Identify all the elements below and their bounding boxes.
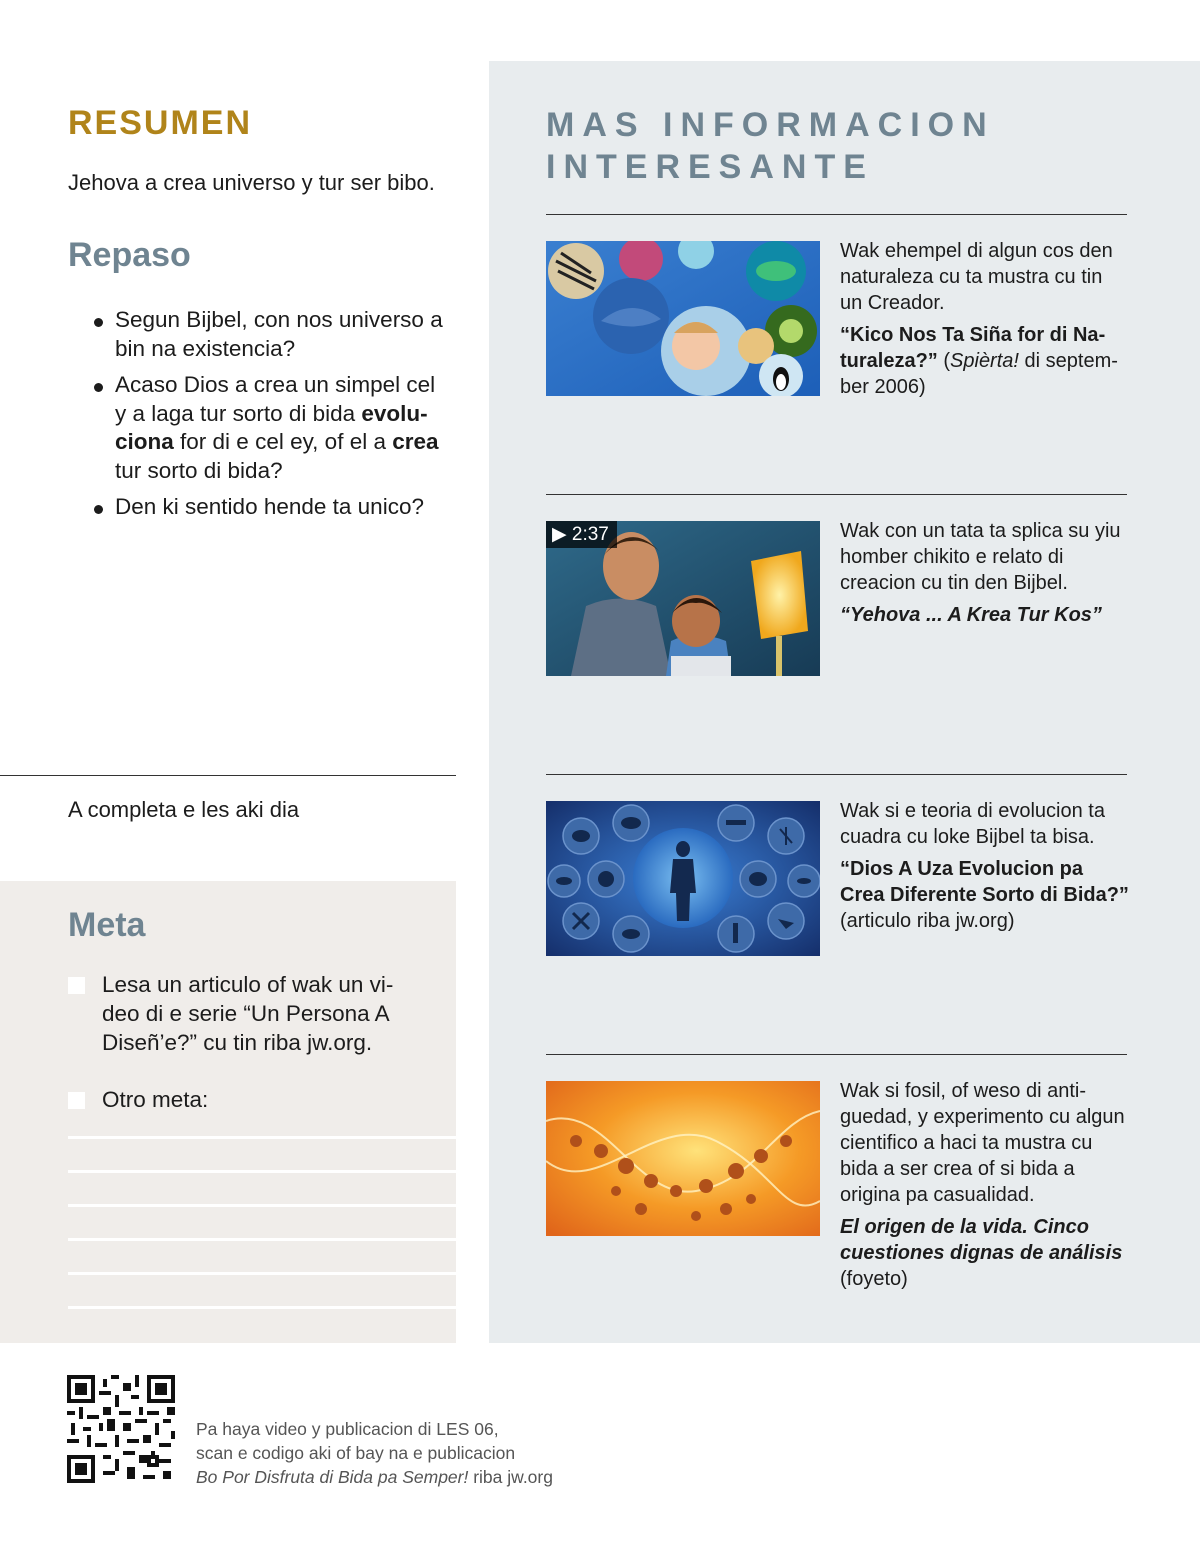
goal-1-label: Lesa un articulo of wak un video di e serie “Un Persona A Diseñ’e?” cu tin riba jw.org. bbox=[102, 972, 394, 1055]
q2-bold-evoluciona: evoluciona bbox=[115, 400, 428, 454]
reference-4-link[interactable]: El origen de la vida. Cinco cuestiones dignas de análisis bbox=[840, 1216, 1123, 1264]
repaso-question-3: Den ki sentido hende ta unico? bbox=[92, 493, 452, 522]
video-duration-badge: ▶ 2:37 bbox=[546, 521, 617, 548]
reference-2-description: Wak con un tata ta splica su yiu homber chikito e relato di creacion cu tin den Bijbel. bbox=[840, 520, 1121, 594]
reference-2-title-line bbox=[840, 602, 1130, 628]
resumen-heading: RESUMEN bbox=[68, 104, 253, 142]
reference-1-source-post: di september 2006) bbox=[840, 350, 1118, 398]
reference-4-source: (foyeto) bbox=[840, 1268, 908, 1290]
meta-heading: Meta bbox=[68, 906, 146, 944]
reference-1 bbox=[840, 238, 1130, 400]
publication-title[interactable]: Bo Por Disfruta di Bida pa Semper! bbox=[196, 1467, 469, 1487]
repaso-question-2 bbox=[92, 371, 452, 485]
meta-goal-2 bbox=[68, 1085, 408, 1114]
footer-line-1: Pa haya video y publicacion di LES 06, bbox=[196, 1419, 499, 1439]
meta-goal-1 bbox=[68, 970, 408, 1057]
more-info-heading: MAS INFORMACION INTERESANTE bbox=[546, 106, 995, 186]
item-divider bbox=[546, 214, 1127, 215]
dna-helix-illustration bbox=[546, 1081, 820, 1236]
writing-line[interactable] bbox=[68, 1136, 456, 1139]
nature-collage-illustration bbox=[546, 241, 820, 396]
writing-line[interactable] bbox=[68, 1238, 456, 1241]
item-divider bbox=[546, 774, 1127, 775]
repaso-question-list bbox=[92, 306, 452, 530]
reference-3-link[interactable]: “Dios A Uza Evolucion pa Crea Diferente Sorto di Bida?” bbox=[840, 858, 1129, 906]
reference-1-source-italic: Spièrta! bbox=[950, 350, 1019, 372]
reference-4-description: Wak si fosil, of weso di antiguedad, y experimento cu algun cientifico a haci ta mustra cu bida a ser crea of si bida a origina pa casualidad. bbox=[840, 1080, 1125, 1206]
item-divider bbox=[546, 494, 1127, 495]
writing-line[interactable] bbox=[68, 1306, 456, 1309]
reference-2-link[interactable]: “Yehova ... A Krea Tur Kos” bbox=[840, 604, 1102, 626]
origin-of-life-brochure-image[interactable] bbox=[546, 1081, 820, 1236]
writing-line[interactable] bbox=[68, 1170, 456, 1173]
creation-video-thumbnail[interactable] bbox=[546, 521, 820, 676]
completa-label: A completa e les aki dia bbox=[68, 797, 300, 822]
repaso-question-1: Segun Bijbel, con nos universo a bin na existencia? bbox=[92, 306, 452, 363]
footer-line-3 bbox=[196, 1465, 553, 1489]
reference-4 bbox=[840, 1078, 1130, 1292]
reference-1-source-pre: ( bbox=[937, 350, 951, 372]
footer-line-3-rest: riba jw.org bbox=[468, 1467, 553, 1487]
q2-bold-crea: crea bbox=[392, 429, 439, 454]
item-divider bbox=[546, 1054, 1127, 1055]
goal-2-checkbox[interactable] bbox=[68, 1092, 85, 1109]
evolution-article-image[interactable] bbox=[546, 801, 820, 956]
reference-1-title-line bbox=[840, 322, 1130, 400]
human-animals-illustration bbox=[546, 801, 820, 956]
footer-note bbox=[196, 1417, 553, 1489]
reference-3 bbox=[840, 798, 1130, 934]
writing-line[interactable] bbox=[68, 1272, 456, 1275]
goal-1-checkbox[interactable] bbox=[68, 977, 85, 994]
q2-text-c: for di e cel ey, of el a bbox=[173, 429, 393, 454]
reference-2 bbox=[840, 518, 1130, 628]
reference-3-source: (articulo riba jw.org) bbox=[840, 910, 1015, 932]
writing-line[interactable] bbox=[68, 1204, 456, 1207]
q2-text-a: Acaso Dios a crea un simpel cel y a laga tur sorto di bida bbox=[115, 372, 436, 426]
q2-text-e: tur sorto di bida? bbox=[115, 457, 283, 483]
goal-2-label: Otro meta: bbox=[102, 1087, 209, 1112]
reference-3-title-line bbox=[840, 856, 1130, 908]
qr-code[interactable] bbox=[67, 1375, 175, 1483]
repaso-heading: Repaso bbox=[68, 236, 191, 274]
reference-4-title-line bbox=[840, 1214, 1130, 1266]
resumen-text: Jehova a crea universo y tur ser bibo. bbox=[68, 170, 435, 195]
reference-1-link[interactable]: “Kico Nos Ta Siña for di Naturaleza?” bbox=[840, 324, 1106, 372]
left-divider bbox=[0, 775, 456, 776]
nature-collage-image[interactable] bbox=[546, 241, 820, 396]
reference-1-description: Wak ehempel di algun cos den naturaleza cu ta mustra cu tin un Creador. bbox=[840, 240, 1113, 314]
footer-line-2: scan e codigo aki of bay na e publicacion bbox=[196, 1443, 516, 1463]
reference-3-description: Wak si e teoria di evolucion ta cuadra cu loke Bijbel ta bisa. bbox=[840, 800, 1105, 848]
